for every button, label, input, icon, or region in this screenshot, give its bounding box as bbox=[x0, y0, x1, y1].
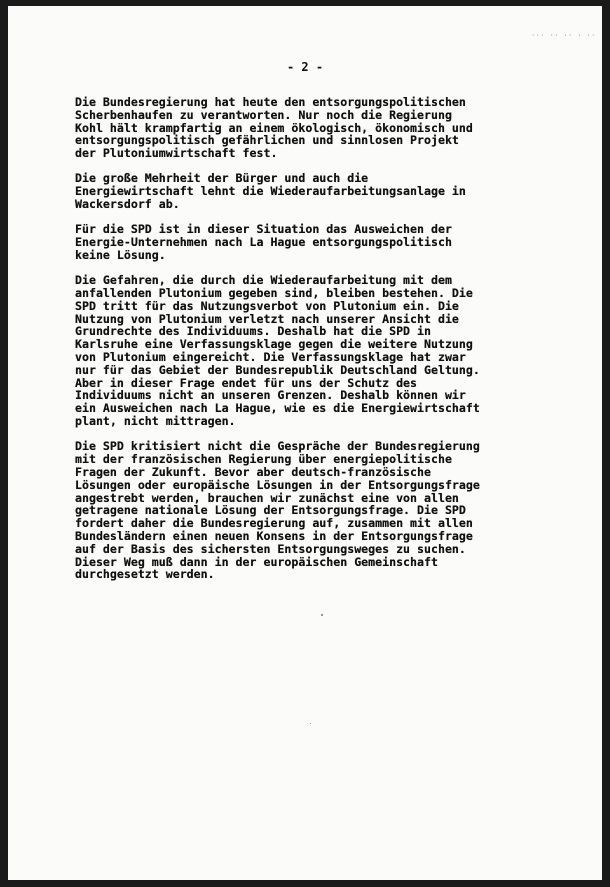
corner-mark: ··· ·· ·· · ·· bbox=[531, 32, 596, 39]
document-body bbox=[75, 96, 499, 594]
paragraph-4: Die Gefahren, die durch die Wiederaufarbeitung mit dem anfallenden Plutonium gegeben sind, bleiben bestehen. Die SPD tritt für das Nutzungsverbot von Plutonium ein. Die Nutzung von Plutonium verletzt nach unserer Ansicht die Grundrechte des Individuums. Deshalb hat die SPD in Karlsruhe eine Verfassungsklage gegen die weitere Nutzung von Plutonium eingereicht. Die Verfassungsklage hat zwar nur für das Gebiet der Bundesrepublik Deutschland Geltung. Aber in dieser Frage endet für uns der Schutz des Individuums nicht an unseren Grenzen. Deshalb können wir ein Ausweichen nach La Hague, wie es die Energiewirtschaft plant, nicht mittragen. bbox=[75, 273, 480, 429]
scan-speck bbox=[321, 614, 323, 616]
paragraph-3: Für die SPD ist in dieser Situation das Ausweichen der Energie-Unternehmen nach La Hague entsorgungspolitisch keine Lösung. bbox=[75, 222, 452, 262]
page-number: - 2 - bbox=[286, 60, 324, 74]
paragraph-2: Die große Mehrheit der Bürger und auch die Energiewirtschaft lehnt die Wiederaufarbeitungsanlage in Wackersdorf ab. bbox=[75, 171, 466, 212]
paragraph-5: Die SPD kritisiert nicht die Gespräche der Bundesregierung mit der französischen Regierung über energiepolitische Fragen der Zukunft. Bevor aber deutsch-französische Lösungen oder europäische Lösungen in der Entsorgungsfrage angestrebt werden, brauchen wir zunächst eine von allen getragene nationale Lösung der Entsorgungsfrage. Die SPD fordert daher die Bundesregierung auf, zusammen mit allen Bundesländern einen neuen Konsens in der Entsorgungsfrage auf der Basis des sichersten Entsorgungsweges zu suchen. Dieser Weg muß dann in der europäischen Gemeinschaft durchgesetzt werden. bbox=[75, 439, 480, 582]
document-page bbox=[8, 6, 602, 880]
paragraph-1: Die Bundesregierung hat heute den entsorgungspolitischen Scherbenhaufen zu verantworten. Nur noch die Regierung Kohl hält krampfartig an einem ökologisch, ökonomisch und entsorgungspolitisch gefährlichen und sinnlosen Projekt der Plutoniumwirtschaft fest. bbox=[75, 95, 473, 161]
scan-speck bbox=[310, 723, 311, 724]
